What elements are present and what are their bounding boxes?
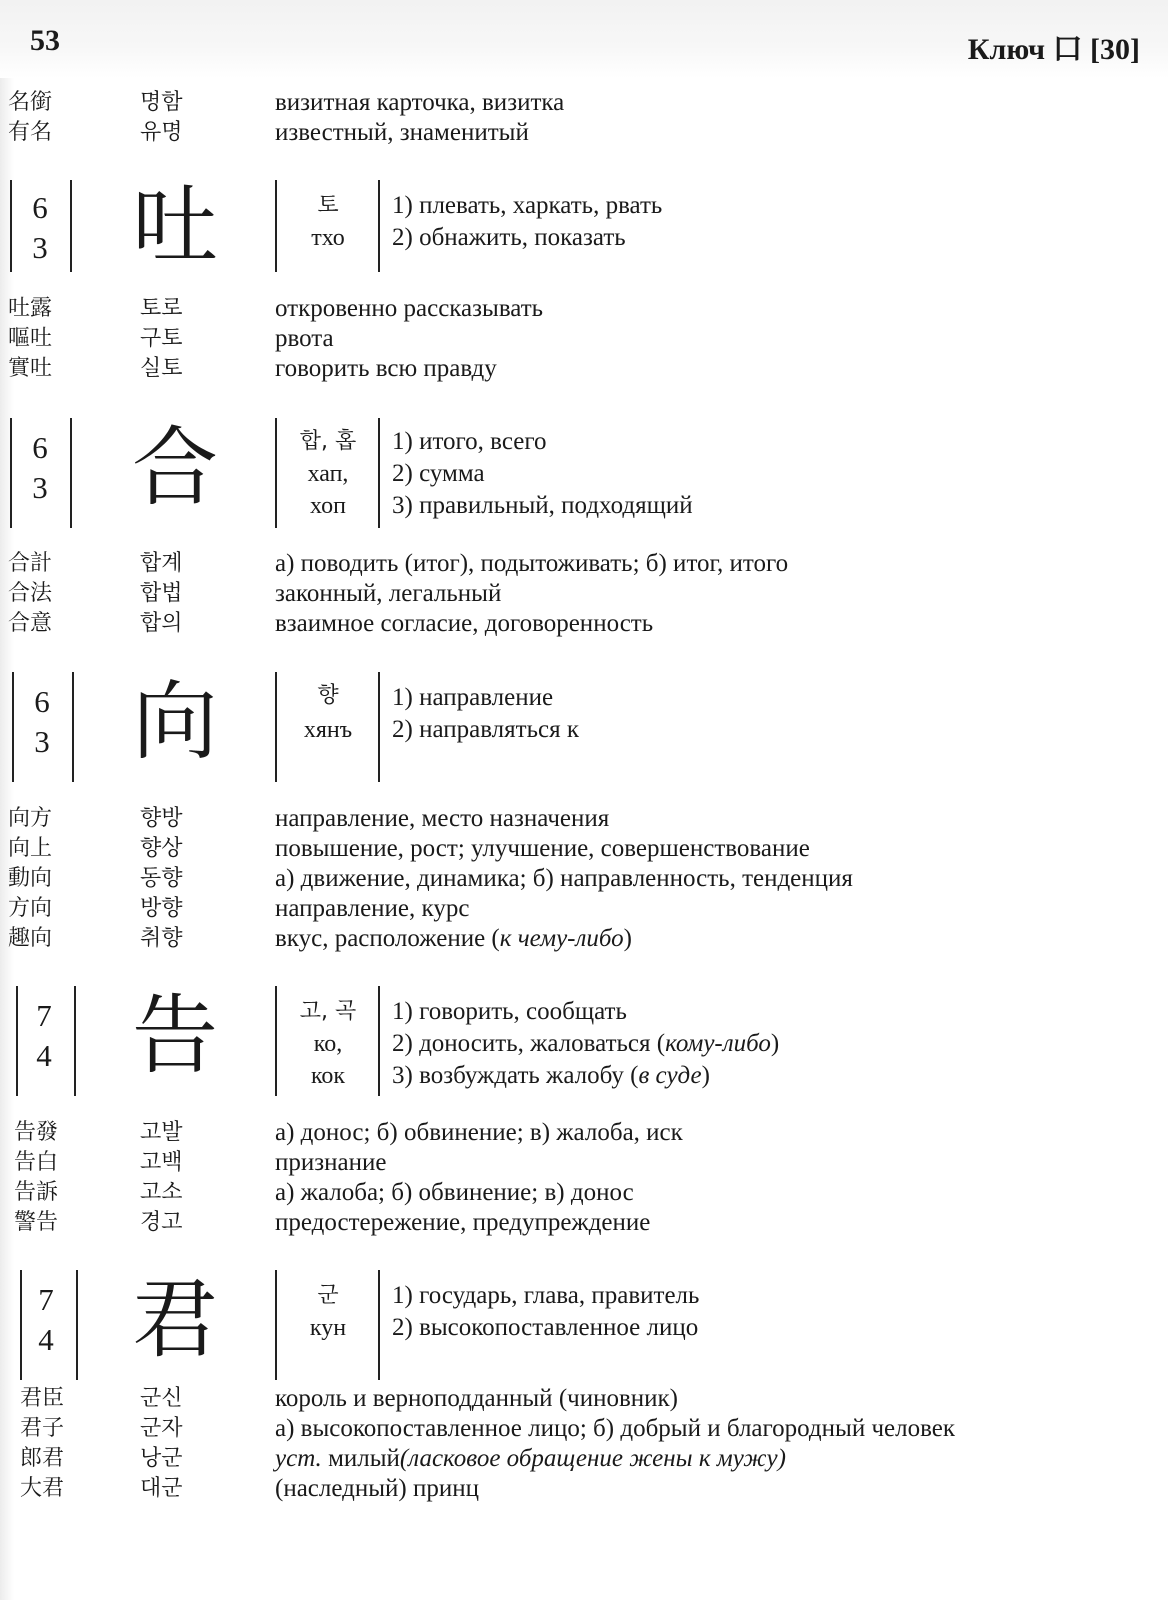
word-meaning: а) донос; б) обвинение; в) жалоба, иск — [275, 1119, 683, 1146]
word-hanja: 告訴 — [14, 1180, 59, 1205]
stroke-count-radical: 3 — [32, 230, 48, 265]
word-meaning: предостережение, предупреждение — [275, 1209, 651, 1236]
entry-char-rule — [275, 672, 277, 782]
meaning-line: 2) обнажить, показать — [392, 224, 626, 251]
word-row — [0, 354, 1168, 384]
word-row — [0, 1444, 1168, 1474]
word-row — [0, 118, 1168, 148]
word-hangul: 실토 — [140, 356, 183, 381]
word-hangul: 향방 — [140, 806, 183, 831]
word-row — [0, 1384, 1168, 1414]
entry-reading-rule — [378, 180, 380, 272]
stroke-count-total: 6 — [32, 430, 48, 465]
word-hanja: 合計 — [8, 551, 53, 576]
entry-reading-rule — [378, 986, 380, 1096]
word-meaning-italic: к чему-либо — [499, 925, 624, 952]
entry-tho-words — [0, 294, 1168, 384]
meaning-line: 2) направляться к — [392, 716, 579, 743]
word-meaning: повышение, рост; улучшение, совершенствование — [275, 835, 810, 862]
meaning-line: 1) говорить, сообщать — [392, 998, 627, 1025]
word-hanja: 君子 — [20, 1416, 65, 1441]
reading-hangul: 합, 홉 — [299, 429, 357, 454]
intro-word-list — [0, 88, 1168, 148]
reading-russian: тхо — [311, 225, 345, 251]
word-hangul: 구토 — [140, 326, 183, 351]
word-meaning-text: милый — [321, 1445, 400, 1472]
reading-hangul: 고, 곡 — [299, 999, 357, 1024]
word-hangul: 경고 — [140, 1210, 183, 1235]
meaning-close: ) — [701, 1062, 710, 1089]
word-meaning: визитная карточка, визитка — [275, 89, 565, 116]
reading-russian-alt: хоп — [310, 493, 346, 519]
word-row — [0, 1178, 1168, 1208]
word-hangul: 군신 — [140, 1386, 183, 1411]
headword-character: 合 — [132, 418, 218, 518]
entry-reading-rule — [378, 418, 380, 528]
word-hanja: 有名 — [8, 120, 53, 145]
running-head: Ключ 口 [30] — [967, 33, 1140, 66]
word-row — [0, 1208, 1168, 1238]
reading-russian: кун — [309, 1315, 347, 1341]
word-hangul: 고발 — [140, 1120, 183, 1145]
meaning-text: 3) возбуждать жалобу ( — [392, 1062, 639, 1089]
word-hangul: 토로 — [140, 296, 183, 321]
entry-hyang-words — [0, 804, 1168, 954]
word-row — [0, 324, 1168, 354]
entry-char-rule — [275, 418, 277, 528]
entry-left-rule — [20, 1270, 22, 1380]
entry-left-rule — [12, 672, 14, 782]
meaning-line — [392, 1028, 779, 1060]
word-hangul: 대군 — [140, 1476, 183, 1501]
entry-number-rule — [74, 986, 76, 1096]
word-hanja: 向方 — [8, 806, 53, 831]
word-hangul: 합계 — [140, 551, 183, 576]
word-meaning: король и верноподданный (чиновник) — [275, 1385, 679, 1412]
word-row — [0, 1474, 1168, 1504]
word-hanja: 警告 — [14, 1210, 59, 1235]
stroke-count-radical: 4 — [36, 1038, 52, 1073]
stroke-count-radical: 4 — [38, 1322, 54, 1357]
meaning-close: ) — [770, 1030, 780, 1057]
word-hangul: 취향 — [140, 926, 183, 951]
word-meaning: рвота — [275, 325, 334, 352]
entry-number-rule — [72, 672, 74, 782]
entry-left-rule — [16, 986, 18, 1096]
word-hanja: 大君 — [20, 1476, 65, 1501]
meaning-text: 2) доносить, жаловаться ( — [392, 1030, 666, 1057]
word-hanja: 合法 — [8, 581, 53, 606]
word-meaning: а) поводить (итог), подытоживать; б) итог, итого — [275, 550, 789, 577]
word-hanja: 名銜 — [8, 90, 53, 115]
meaning-italic: кому-либо — [665, 1030, 771, 1057]
word-meaning — [275, 1444, 786, 1474]
word-meaning: признание — [275, 1149, 387, 1176]
meaning-line: 1) плевать, харкать, рвать — [392, 192, 663, 219]
word-meaning-text: вкус, расположение ( — [275, 925, 500, 952]
word-hangul: 군자 — [140, 1416, 183, 1441]
stroke-count-total: 6 — [34, 684, 50, 719]
reading-hangul: 향 — [317, 683, 339, 708]
word-meaning-abbrev: уст. — [275, 1445, 322, 1472]
word-hanja: 郎君 — [20, 1446, 65, 1471]
word-row — [0, 1414, 1168, 1444]
word-row — [0, 864, 1168, 894]
word-row — [0, 549, 1168, 579]
entry-kun-words — [0, 1384, 1168, 1504]
word-row — [0, 88, 1168, 118]
meaning-line: 3) правильный, подходящий — [392, 492, 693, 519]
headword-character: 吐 — [132, 176, 218, 276]
word-row — [0, 1118, 1168, 1148]
word-hangul: 낭군 — [140, 1446, 183, 1471]
word-hangul: 합의 — [140, 611, 183, 636]
stroke-count-total: 7 — [38, 1282, 54, 1317]
entry-left-rule — [10, 418, 12, 528]
word-meaning: взаимное согласие, договоренность — [275, 610, 654, 637]
word-row — [0, 894, 1168, 924]
entry-number-rule — [70, 418, 72, 528]
meaning-line: 1) итого, всего — [392, 428, 547, 455]
word-hanja: 告白 — [14, 1150, 59, 1175]
page-number: 53 — [30, 24, 60, 57]
word-meaning-italic: (ласковое обращение жены к мужу) — [399, 1445, 786, 1472]
word-hangul: 고소 — [140, 1180, 183, 1205]
word-hangul: 고백 — [140, 1150, 183, 1175]
word-hanja: 趣向 — [8, 926, 53, 951]
entry-number-rule — [76, 1270, 78, 1380]
word-meaning — [275, 924, 632, 954]
entry-ko-words — [0, 1118, 1168, 1238]
meaning-line: 1) государь, глава, правитель — [392, 1282, 700, 1309]
word-meaning: направление, место назначения — [275, 805, 610, 832]
stroke-count-radical: 3 — [34, 724, 50, 759]
word-hanja: 告發 — [14, 1120, 59, 1145]
meaning-italic: в суде — [638, 1062, 702, 1089]
reading-russian: хап, — [307, 461, 349, 487]
word-meaning: откровенно рассказывать — [275, 295, 544, 322]
word-hangul: 향상 — [140, 836, 183, 861]
word-meaning: а) движение, динамика; б) направленность, тенденция — [275, 865, 853, 892]
word-hangul: 합법 — [140, 581, 183, 606]
headword-character: 君 — [132, 1270, 218, 1370]
word-hanja: 吐露 — [8, 296, 53, 321]
word-row — [0, 609, 1168, 639]
reading-russian: хянъ — [303, 717, 353, 743]
stroke-count-total: 6 — [32, 190, 48, 225]
word-hangul: 동향 — [140, 866, 183, 891]
word-hanja: 方向 — [8, 896, 53, 921]
word-hanja: 嘔吐 — [8, 326, 53, 351]
entry-hap-words — [0, 549, 1168, 639]
headword-character: 告 — [132, 986, 218, 1086]
word-hanja: 動向 — [8, 866, 53, 891]
word-row — [0, 804, 1168, 834]
word-meaning: говорить всю правду — [275, 355, 497, 382]
reading-hangul: 토 — [317, 193, 339, 218]
stroke-count-radical: 3 — [32, 470, 48, 505]
entry-reading-rule — [378, 1270, 380, 1380]
word-hangul: 방향 — [140, 896, 183, 921]
word-meaning: а) высокопоставленное лицо; б) добрый и благородный человек — [275, 1415, 955, 1442]
word-hanja: 實吐 — [8, 356, 53, 381]
reading-russian-alt: кок — [310, 1063, 346, 1089]
word-hangul: 명함 — [140, 90, 183, 115]
entry-char-rule — [275, 986, 277, 1096]
reading-hangul: 군 — [317, 1283, 339, 1308]
word-row — [0, 1148, 1168, 1178]
meaning-line: 2) высокопоставленное лицо — [392, 1314, 699, 1341]
word-meaning: известный, знаменитый — [275, 119, 529, 146]
word-hangul: 유명 — [140, 120, 183, 145]
meaning-line: 2) сумма — [392, 460, 485, 487]
entry-left-rule — [10, 180, 12, 272]
word-row — [0, 924, 1168, 954]
entry-char-rule — [275, 180, 277, 272]
word-meaning: законный, легальный — [275, 580, 502, 607]
word-hanja: 君臣 — [20, 1386, 65, 1411]
entry-char-rule — [275, 1270, 277, 1380]
word-meaning: а) жалоба; б) обвинение; в) донос — [275, 1179, 634, 1206]
word-hanja: 合意 — [8, 611, 53, 636]
meaning-line: 1) направление — [392, 684, 554, 711]
word-meaning: (наследный) принц — [275, 1475, 480, 1502]
reading-russian: ко, — [313, 1031, 343, 1057]
entry-reading-rule — [378, 672, 380, 782]
word-hanja: 向上 — [8, 836, 53, 861]
word-meaning-close: ) — [623, 925, 632, 952]
stroke-count-total: 7 — [36, 998, 52, 1033]
headword-character: 向 — [132, 672, 218, 772]
word-meaning: направление, курс — [275, 895, 470, 922]
meaning-line — [392, 1060, 710, 1092]
entry-number-rule — [70, 180, 72, 272]
word-row — [0, 834, 1168, 864]
word-row — [0, 579, 1168, 609]
word-row — [0, 294, 1168, 324]
